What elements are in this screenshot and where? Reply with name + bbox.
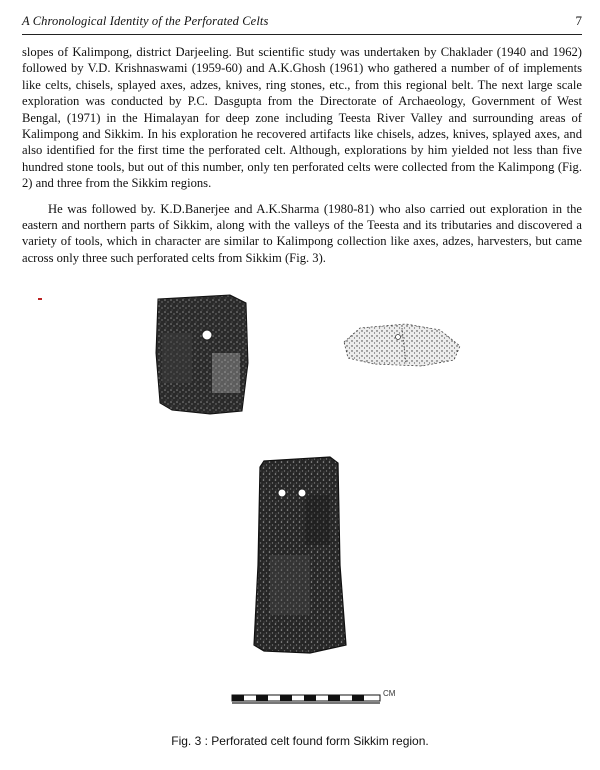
perforated-celt-image-2 <box>336 320 466 370</box>
running-title: A Chronological Identity of the Perforated Celts <box>22 14 269 28</box>
running-header <box>22 12 582 35</box>
page-number: 7 <box>575 13 582 28</box>
scale-bar <box>230 689 390 711</box>
scale-unit-label: CM <box>383 689 396 698</box>
perforated-celt-image-3 <box>250 455 350 655</box>
figure-3 <box>0 285 600 765</box>
figure-caption: Fig. 3 : Perforated celt found form Sikkim region. <box>171 734 429 748</box>
paragraph-2: He was followed by. K.D.Banerjee and A.K.Sharma (1980-81) who also carried out exploration in the eastern and northern parts of Sikkim, along with the valleys of the Teesta and its tributaries and discovered a variety of tools, which in character are similar to Kalimpong collection like axes, adzes, harvesters, but came across only three such perforated celts from Sikkim (Fig. 3). <box>22 201 582 265</box>
perforated-celt-image-1 <box>152 293 252 415</box>
body-text <box>22 44 582 275</box>
paragraph-1: slopes of Kalimpong, district Darjeeling. But scientific study was undertaken by Chaklader (1940 and 1962) followed by V.D. Krishnaswami (1959-60) and A.K.Ghosh (1961) who gathered a number of of implements like celts, chisels, splayed axes, adzes, knives, ring stones, etc., from this regional belt. The next large scale exploration was conducted by P.C. Dasgupta from the Directorate of Archaeology, Government of West Bengal, (1971) in the Himalayan for deep zone including Teesta River Valley and surrounding areas of Kalimpong and Sikkim. In his exploration he recovered artifacts like chisels, adzes, knives, splayed axes, and also identified for the first time the perforated celt. Although, explorations by him yielded not less than five hundred stone tools, but out of this number, only ten perforated celts were collected from the Kalimpong (Fig. 2) and three from the Sikkim regions. <box>22 45 582 191</box>
